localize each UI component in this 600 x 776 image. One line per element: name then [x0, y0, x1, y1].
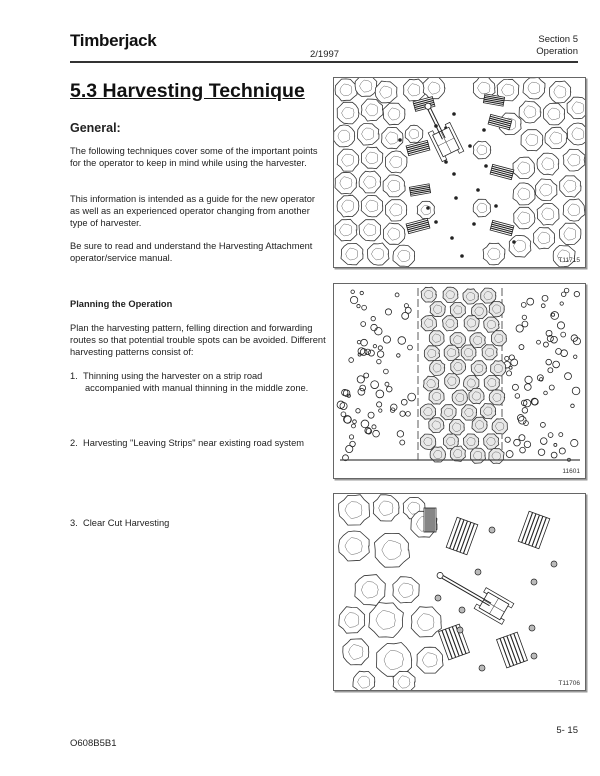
sapling-icon — [378, 346, 382, 350]
sapling-icon — [525, 384, 532, 391]
header-section — [536, 34, 578, 58]
sapling-icon — [365, 349, 370, 354]
tree-canopy-icon — [521, 130, 543, 151]
sapling-icon — [564, 288, 569, 293]
stump-icon — [452, 112, 456, 116]
sapling-icon — [371, 324, 378, 331]
tree-canopy-icon — [461, 345, 476, 360]
sapling-icon — [397, 431, 403, 437]
stump-icon — [494, 204, 498, 208]
tree-canopy-icon — [393, 577, 419, 603]
sapling-icon — [509, 355, 514, 360]
sapling-icon — [554, 443, 557, 446]
stump-icon — [551, 561, 557, 567]
section-number: Section 5 — [538, 34, 578, 45]
thinning-strip-road-illustration — [334, 78, 585, 267]
figure-clear-cut — [333, 493, 586, 691]
tree-canopy-icon — [393, 671, 415, 690]
harvester-icon — [432, 563, 514, 624]
tree-canopy-icon — [359, 171, 381, 193]
sapling-icon — [557, 322, 564, 329]
sapling-icon — [377, 351, 383, 357]
log-pile-icon — [406, 218, 430, 233]
sapling-icon — [512, 384, 518, 390]
log-pile-icon — [439, 624, 470, 660]
sapling-icon — [368, 350, 374, 356]
stump-icon — [472, 222, 476, 226]
sapling-icon — [540, 438, 547, 445]
tree-canopy-icon — [513, 157, 535, 178]
sapling-icon — [408, 393, 416, 401]
sapling-icon — [538, 449, 545, 456]
sapling-icon — [516, 325, 523, 332]
sapling-icon — [401, 399, 407, 405]
page-title: 5.3 Harvesting Technique — [70, 80, 305, 102]
sapling-icon — [551, 313, 554, 316]
sapling-icon — [391, 404, 397, 410]
sapling-icon — [565, 373, 572, 380]
tree-canopy-icon — [514, 207, 535, 229]
tree-canopy-icon — [361, 195, 383, 217]
sapling-icon — [514, 439, 521, 446]
tree-canopy-icon — [375, 533, 410, 567]
tree-canopy-icon — [339, 607, 365, 634]
sapling-icon — [371, 381, 379, 389]
stump-icon — [454, 196, 458, 200]
tree-canopy-icon — [567, 123, 585, 145]
planning-heading: Planning the Operation — [70, 299, 173, 309]
tree-canopy-icon — [471, 361, 486, 376]
tree-canopy-icon — [480, 404, 495, 419]
sapling-icon — [509, 366, 512, 369]
tree-canopy-icon — [509, 236, 531, 258]
tree-canopy-icon — [421, 315, 436, 330]
tree-canopy-icon — [492, 419, 507, 435]
tree-canopy-icon — [393, 245, 415, 267]
tree-canopy-icon — [405, 125, 423, 143]
sapling-icon — [400, 440, 405, 445]
sapling-icon — [383, 336, 390, 343]
tree-canopy-icon — [513, 183, 535, 205]
sapling-icon — [372, 425, 376, 429]
stump-icon — [484, 164, 488, 168]
page-number: 5- 15 — [556, 725, 578, 736]
sapling-icon — [561, 350, 568, 357]
tree-canopy-icon — [519, 101, 541, 123]
sapling-icon — [505, 437, 510, 442]
sapling-icon — [541, 304, 545, 308]
sapling-icon — [559, 448, 565, 454]
tree-canopy-icon — [423, 376, 438, 391]
tree-canopy-icon — [463, 434, 478, 449]
tree-canopy-icon — [483, 243, 505, 265]
tree-canopy-icon — [550, 81, 571, 103]
tree-canopy-icon — [337, 102, 359, 124]
tree-canopy-icon — [404, 79, 425, 101]
sapling-icon — [375, 328, 382, 335]
tree-canopy-icon — [471, 448, 486, 463]
tree-canopy-icon — [361, 99, 383, 121]
tree-canopy-icon — [335, 172, 357, 194]
tree-canopy-icon — [491, 361, 506, 376]
sapling-icon — [549, 385, 554, 390]
tree-canopy-icon — [484, 434, 499, 449]
sapling-icon — [377, 359, 381, 363]
figure-thinning — [333, 77, 586, 268]
tree-canopy-icon — [463, 289, 478, 304]
sapling-icon — [357, 376, 364, 383]
sapling-icon — [349, 358, 354, 363]
tree-canopy-icon — [563, 149, 585, 171]
sapling-icon — [357, 340, 361, 344]
tree-canopy-icon — [560, 176, 581, 197]
log-pile-icon — [424, 508, 436, 532]
stump-icon — [476, 188, 480, 192]
header-rule — [70, 61, 578, 63]
brand-logo: Timberjack — [70, 31, 157, 50]
sapling-icon — [379, 409, 382, 412]
tree-canopy-icon — [464, 316, 479, 331]
tree-canopy-icon — [355, 78, 377, 97]
stump-icon — [512, 240, 516, 244]
tree-canopy-icon — [472, 417, 487, 432]
general-heading: General: — [70, 121, 121, 135]
stump-icon — [459, 607, 465, 613]
tree-canopy-icon — [385, 200, 406, 221]
tree-canopy-icon — [537, 153, 559, 175]
tree-canopy-icon — [473, 199, 490, 217]
sapling-icon — [522, 321, 528, 327]
tree-canopy-icon — [543, 103, 564, 125]
paragraph: This information is intended as a guide for the new operator as well as an experienced operator changing from another type of harvester. — [70, 194, 315, 229]
tree-canopy-icon — [429, 389, 444, 404]
tree-canopy-icon — [368, 243, 390, 265]
list-item — [70, 370, 330, 394]
tree-canopy-icon — [444, 345, 459, 360]
figure-caption: T11715 — [558, 257, 580, 264]
sapling-icon — [350, 296, 357, 303]
tree-canopy-icon — [482, 345, 497, 360]
stump-icon — [468, 144, 472, 148]
sapling-icon — [361, 322, 366, 327]
sapling-icon — [356, 409, 360, 413]
tree-canopy-icon — [335, 219, 357, 241]
stump-icon — [479, 665, 485, 671]
sapling-icon — [506, 451, 513, 458]
sapling-icon — [525, 376, 532, 383]
sapling-icon — [522, 408, 528, 414]
sapling-icon — [551, 336, 558, 343]
tree-canopy-icon — [567, 97, 585, 119]
tree-canopy-icon — [383, 223, 405, 244]
tree-canopy-icon — [361, 147, 382, 169]
tree-canopy-icon — [355, 575, 386, 606]
log-pile-icon — [490, 164, 514, 179]
sapling-icon — [553, 361, 560, 368]
tree-canopy-icon — [560, 223, 581, 245]
tree-canopy-icon — [489, 390, 505, 405]
tree-canopy-icon — [449, 420, 464, 435]
list-text: Harvesting "Leaving Strips" near existing road system — [83, 438, 305, 448]
sapling-icon — [560, 302, 563, 305]
sapling-icon — [397, 354, 401, 358]
tree-canopy-icon — [335, 79, 357, 101]
stump-icon — [435, 595, 441, 601]
tree-canopy-icon — [339, 531, 370, 561]
stump-icon — [531, 579, 537, 585]
sapling-icon — [358, 388, 365, 395]
sapling-icon — [368, 412, 374, 418]
list-text: Clear Cut Harvesting — [83, 518, 170, 528]
tree-canopy-icon — [341, 244, 363, 265]
stump-icon — [450, 236, 454, 240]
section-name: Operation — [536, 46, 578, 57]
sapling-icon — [385, 309, 391, 315]
tree-canopy-icon — [473, 141, 491, 159]
sapling-icon — [571, 335, 578, 342]
sapling-icon — [524, 441, 531, 448]
sapling-icon — [398, 337, 406, 345]
sapling-icon — [544, 391, 548, 395]
sapling-icon — [522, 315, 526, 319]
tree-canopy-icon — [375, 81, 397, 103]
list-number: 3. — [70, 518, 78, 528]
log-pile-icon — [409, 184, 430, 196]
sapling-icon — [350, 441, 355, 446]
tree-canopy-icon — [385, 151, 407, 173]
tree-canopy-icon — [353, 671, 375, 690]
tree-canopy-icon — [563, 199, 585, 221]
tree-canopy-icon — [469, 388, 484, 404]
tree-canopy-icon — [443, 287, 458, 302]
tree-canopy-icon — [450, 446, 465, 461]
tree-canopy-icon — [445, 374, 460, 389]
stump-icon — [434, 220, 438, 224]
tree-canopy-icon — [481, 288, 496, 303]
sapling-icon — [341, 412, 346, 417]
sapling-icon — [400, 411, 405, 416]
sapling-icon — [408, 345, 413, 350]
figure-caption: T11706 — [558, 680, 580, 687]
sapling-icon — [373, 344, 376, 347]
sapling-icon — [537, 340, 541, 344]
sapling-icon — [571, 404, 575, 408]
tree-canopy-icon — [417, 201, 434, 218]
clear-cut-illustration — [334, 494, 585, 690]
log-pile-icon — [518, 511, 550, 549]
tree-canopy-icon — [537, 204, 559, 226]
tree-canopy-icon — [343, 639, 369, 665]
stump-icon — [460, 254, 464, 258]
sapling-icon — [561, 332, 566, 337]
tree-canopy-icon — [484, 376, 499, 391]
header-date: 2/1997 — [310, 49, 340, 60]
sapling-icon — [519, 345, 524, 350]
sapling-icon — [395, 293, 399, 297]
sapling-icon — [376, 390, 384, 398]
sapling-icon — [360, 385, 366, 391]
sapling-icon — [371, 316, 375, 320]
tree-canopy-icon — [339, 495, 370, 525]
sapling-icon — [551, 452, 557, 458]
figure-caption: 11601 — [562, 468, 580, 475]
list-text: Thinning using the harvester on a strip road — [83, 371, 263, 381]
sapling-icon — [360, 291, 363, 294]
sapling-icon — [572, 387, 580, 395]
list-text-continued: accompanied with manual thinning in the middle zone. — [85, 383, 309, 394]
sapling-icon — [548, 368, 553, 373]
sapling-icon — [543, 342, 548, 347]
list-item — [70, 437, 340, 449]
tree-canopy-icon — [423, 78, 445, 99]
sapling-icon — [406, 411, 411, 416]
sapling-icon — [361, 339, 368, 346]
sapling-icon — [377, 402, 382, 407]
sapling-icon — [520, 447, 526, 453]
tree-canopy-icon — [383, 175, 405, 197]
tree-canopy-icon — [523, 78, 545, 99]
sapling-icon — [507, 371, 512, 376]
tree-canopy-icon — [430, 302, 445, 317]
sapling-icon — [386, 386, 392, 392]
sapling-icon — [546, 359, 552, 365]
sapling-icon — [574, 355, 577, 358]
tree-canopy-icon — [451, 359, 466, 374]
list-number: 1. — [70, 371, 78, 381]
tree-canopy-icon — [491, 331, 506, 346]
sapling-icon — [505, 356, 509, 360]
tree-canopy-icon — [452, 390, 467, 405]
tree-canopy-icon — [429, 331, 444, 346]
stump-icon — [457, 627, 463, 633]
planning-text: Plan the harvesting pattern, felling direction and forwarding routes so that potential trouble spots can be avoided. Different harvesting patterns consist of: — [70, 323, 326, 358]
tree-canopy-icon — [337, 149, 359, 171]
tree-canopy-icon — [536, 179, 557, 201]
sapling-icon — [353, 420, 357, 424]
sapling-icon — [362, 305, 367, 310]
sapling-icon — [548, 433, 553, 438]
stump-icon — [482, 128, 486, 132]
leaving-strips-illustration — [334, 284, 585, 478]
stump-icon — [398, 138, 402, 142]
log-pile-icon — [406, 140, 430, 155]
tree-canopy-icon — [421, 287, 436, 302]
sapling-icon — [515, 394, 520, 399]
sapling-icon — [361, 420, 369, 428]
tree-canopy-icon — [430, 360, 445, 375]
tree-canopy-icon — [411, 607, 441, 637]
sapling-icon — [527, 298, 534, 305]
tree-canopy-icon — [424, 346, 439, 361]
tree-canopy-icon — [545, 127, 567, 148]
log-pile-icon — [490, 220, 514, 235]
tree-canopy-icon — [337, 195, 359, 217]
sapling-icon — [540, 422, 545, 427]
tree-canopy-icon — [359, 220, 381, 241]
stump-icon — [531, 653, 537, 659]
sapling-icon — [521, 303, 526, 308]
tree-canopy-icon — [383, 103, 405, 125]
tree-canopy-icon — [369, 603, 404, 638]
tree-canopy-icon — [442, 316, 457, 331]
sapling-icon — [384, 369, 389, 374]
sapling-icon — [559, 433, 563, 437]
stump-icon — [475, 569, 481, 575]
sapling-icon — [337, 401, 344, 408]
sapling-icon — [405, 307, 411, 313]
tree-canopy-icon — [489, 449, 504, 464]
sapling-icon — [519, 435, 525, 441]
figure-leaving-strips — [333, 283, 586, 479]
document-code: O608B5B1 — [70, 738, 117, 749]
sapling-icon — [352, 424, 356, 428]
sapling-icon — [373, 430, 380, 437]
stump-icon — [426, 206, 430, 210]
sapling-icon — [574, 291, 579, 296]
log-pile-icon — [497, 632, 528, 668]
sapling-icon — [385, 382, 389, 386]
tree-canopy-icon — [417, 647, 443, 673]
stump-icon — [489, 527, 495, 533]
tree-canopy-icon — [373, 495, 399, 521]
tree-canopy-icon — [534, 228, 555, 250]
log-pile-icon — [446, 517, 478, 555]
tree-canopy-icon — [358, 124, 379, 146]
list-item — [70, 517, 330, 529]
sapling-icon — [542, 295, 548, 301]
tree-canopy-icon — [429, 418, 444, 433]
tree-canopy-icon — [450, 303, 465, 318]
paragraph: The following techniques cover some of the important points for the operator to keep in mind while using the harvester. — [70, 146, 318, 169]
sapling-icon — [349, 435, 353, 439]
tree-canopy-icon — [420, 434, 435, 449]
stump-icon — [452, 172, 456, 176]
stump-icon — [529, 625, 535, 631]
paragraph: Be sure to read and understand the Harvesting Attachment operator/service manual. — [70, 241, 313, 264]
tree-canopy-icon — [420, 404, 435, 419]
tree-canopy-icon — [382, 127, 404, 148]
sapling-icon — [364, 373, 369, 378]
tree-canopy-icon — [484, 317, 499, 332]
tree-canopy-icon — [334, 125, 355, 147]
tree-canopy-icon — [441, 405, 456, 420]
tree-canopy-icon — [461, 405, 476, 420]
tree-canopy-icon — [489, 302, 504, 317]
list-number: 2. — [70, 438, 78, 448]
sapling-icon — [351, 290, 355, 294]
sapling-icon — [357, 304, 360, 307]
sapling-icon — [571, 439, 578, 446]
